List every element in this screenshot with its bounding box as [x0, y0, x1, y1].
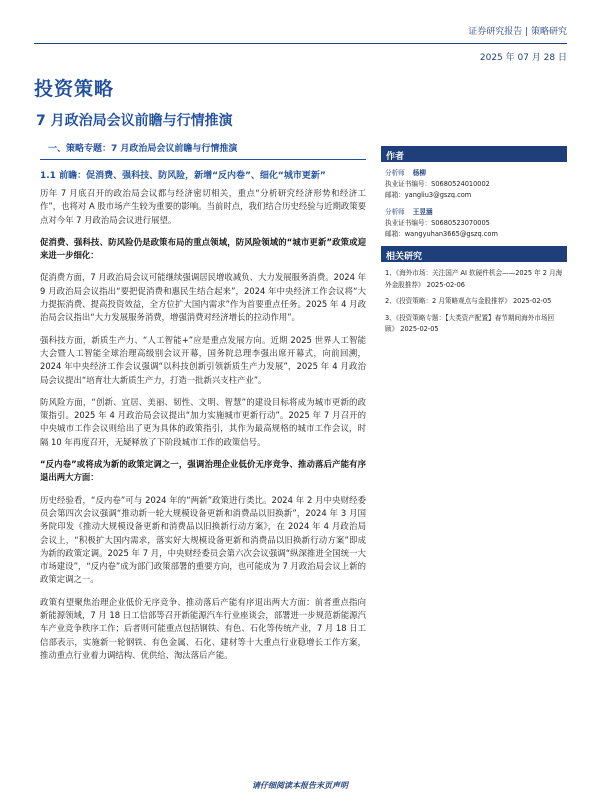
email-label: 邮箱：	[385, 191, 405, 199]
body-paragraph: 历史经验看，“反内卷”可与 2024 年的“两新”政策进行类比。2024 年 2 月中央财经委员会第四次会议强调“推动新一轮大规模设备更新和消费品以旧换新”，2024 年 3 月国务院印发《推动大规模设备更新和消费品以旧换新行动方案》，在 2024 年 4 月政治局会议上，“积极扩大国内需求，落实好大规模设备更新和消费品以旧换新行动方案”即成为新的政策定调。2025 年 7 月，中央财经委员会第六次会议强调“纵深推进全国统一大市场建设”，“反内卷”成为部门政策部署的重要方向，也可能成为 7 月政治局会议上新的政策定调之一。	[40, 494, 366, 585]
author-email[interactable]: wangyuhan3665@gszq.com	[404, 230, 498, 238]
authors-heading: 作者	[381, 146, 567, 162]
header-divider	[34, 43, 567, 44]
body-paragraph: 政策有望聚焦治理企业低价无序竞争、推动落后产能有序退出两大方面：前者重点指向新能源领域，7 月 18 日工信部等召开新能源汽车行业座谈会，部署进一步规范新能源汽车产业竞争秩序工作；后者则可能重点包括钢铁、有色、石化等传统产业，7 月 18 日工信部表示，实施新一轮钢铁、有色金属、石化、建材等十大重点行业稳增长工作方案，推动重点行业着力调结构、优供给、淘汰落后产能。	[40, 596, 366, 660]
email-label: 邮箱：	[385, 230, 405, 238]
body-paragraph: 历年 7 月底召开的政治局会议都与经济密切相关，重点“分析研究经济形势和经济工作”，也将对 A 股市场产生较为重要的影响。当前时点，我们结合历史经验与近期政策要点对今年 7 月政治局会议进行展望。	[40, 188, 366, 225]
key-point-paragraph: 促消费、强科技、防风险仍是政策布局的重点领域，防风险领域的“城市更新”政策或迎来进一步细化：	[40, 236, 366, 261]
author-email[interactable]: yangliu3@gszq.com	[404, 191, 472, 199]
subsection-heading: 1.1 前瞻：促消费、强科技、防风险，新增“反内卷”、细化“城市更新”	[40, 171, 326, 181]
report-title: 7 月政治局会议前瞻与行情推演	[36, 113, 233, 129]
related-list	[381, 262, 567, 336]
paragraph-list	[40, 187, 366, 662]
author-name: 王昱涵	[412, 208, 433, 216]
section-divider	[40, 159, 366, 160]
footer-disclaimer: 请仔细阅读本报告末页声明	[252, 781, 348, 790]
related-item[interactable]: 3、《投资策略专题：【大类资产配置】春节期间海外市场回顾》 2025-02-05	[385, 313, 555, 333]
brand-title: 投资策略	[34, 78, 115, 100]
main-content	[40, 141, 366, 671]
section-heading: 一、策略专题：7 月政治局会议前瞻与行情推演	[48, 144, 238, 154]
body-paragraph: 防风险方面，“创新、宜居、美丽、韧性、文明、智慧”的建设目标将成为城市更新的政策指引。2025 年 4 月政治局会议提出“加力实施城市更新行动”。2025 年 7 月召开的中央城市工作会议则给出了更为具体的政策指引，其作为最高规格的城市工作会议，时隔 10 年再度召开，无疑释放了下阶段城市工作的政策信号。	[40, 396, 366, 447]
report-category: 证券研究报告 | 策略研究	[468, 27, 567, 37]
body-paragraph: 促消费方面，7 月政治局会议可能继续强调居民增收减负、大力发展服务消费。2024 年 9 月政治局会议指出“要把促消费和惠民生结合起来”，2024 年中央经济工作会议将“大力提振消费、提高投资效益，全方位扩大国内需求”作为首要重点任务。2025 年 4 月政治局会议指出“大力发展服务消费，增强消费对经济增长的拉动作用”。	[40, 272, 366, 323]
license-number: S0680523070005	[431, 219, 490, 227]
author-role: 分析师	[385, 169, 405, 177]
author-entry	[385, 168, 563, 201]
license-number: S0680524010002	[431, 180, 490, 188]
related-item[interactable]: 2、《投资策略：2 月策略观点与金股推荐》 2025-02-05	[385, 297, 552, 305]
related-item[interactable]: 1、《海外市场：关注国产 AI 软硬件机会——2025 年 2 月海外金股推荐》 2025-02-06	[385, 269, 563, 289]
report-date: 2025 年 07 月 28 日	[479, 53, 567, 63]
author-name: 杨柳	[412, 169, 426, 177]
license-label: 执业证书编号：	[385, 180, 432, 188]
body-paragraph: 强科技方面，新质生产力、“人工智能+”应是重点发展方向。近期 2025 世界人工智能大会暨人工智能全球治理高级别会议开幕，国务院总理李强出席开幕式，向前回溯，2024 年中央经济工作会议强调“以科技创新引领新质生产力发展”，2025 年 4 月政治局会议提出“培育壮大新质生产力，打造一批新兴支柱产业”。	[40, 334, 366, 385]
key-point-paragraph: “反内卷”或将成为新的政策定调之一，强调治理企业低价无序竞争、推动落后产能有序退出两大方面：	[40, 459, 366, 483]
author-entry	[385, 207, 563, 240]
author-list	[381, 162, 567, 240]
author-role: 分析师	[385, 208, 405, 216]
sidebar	[381, 146, 567, 341]
related-heading: 相关研究	[381, 246, 567, 262]
license-label: 执业证书编号：	[385, 219, 432, 227]
